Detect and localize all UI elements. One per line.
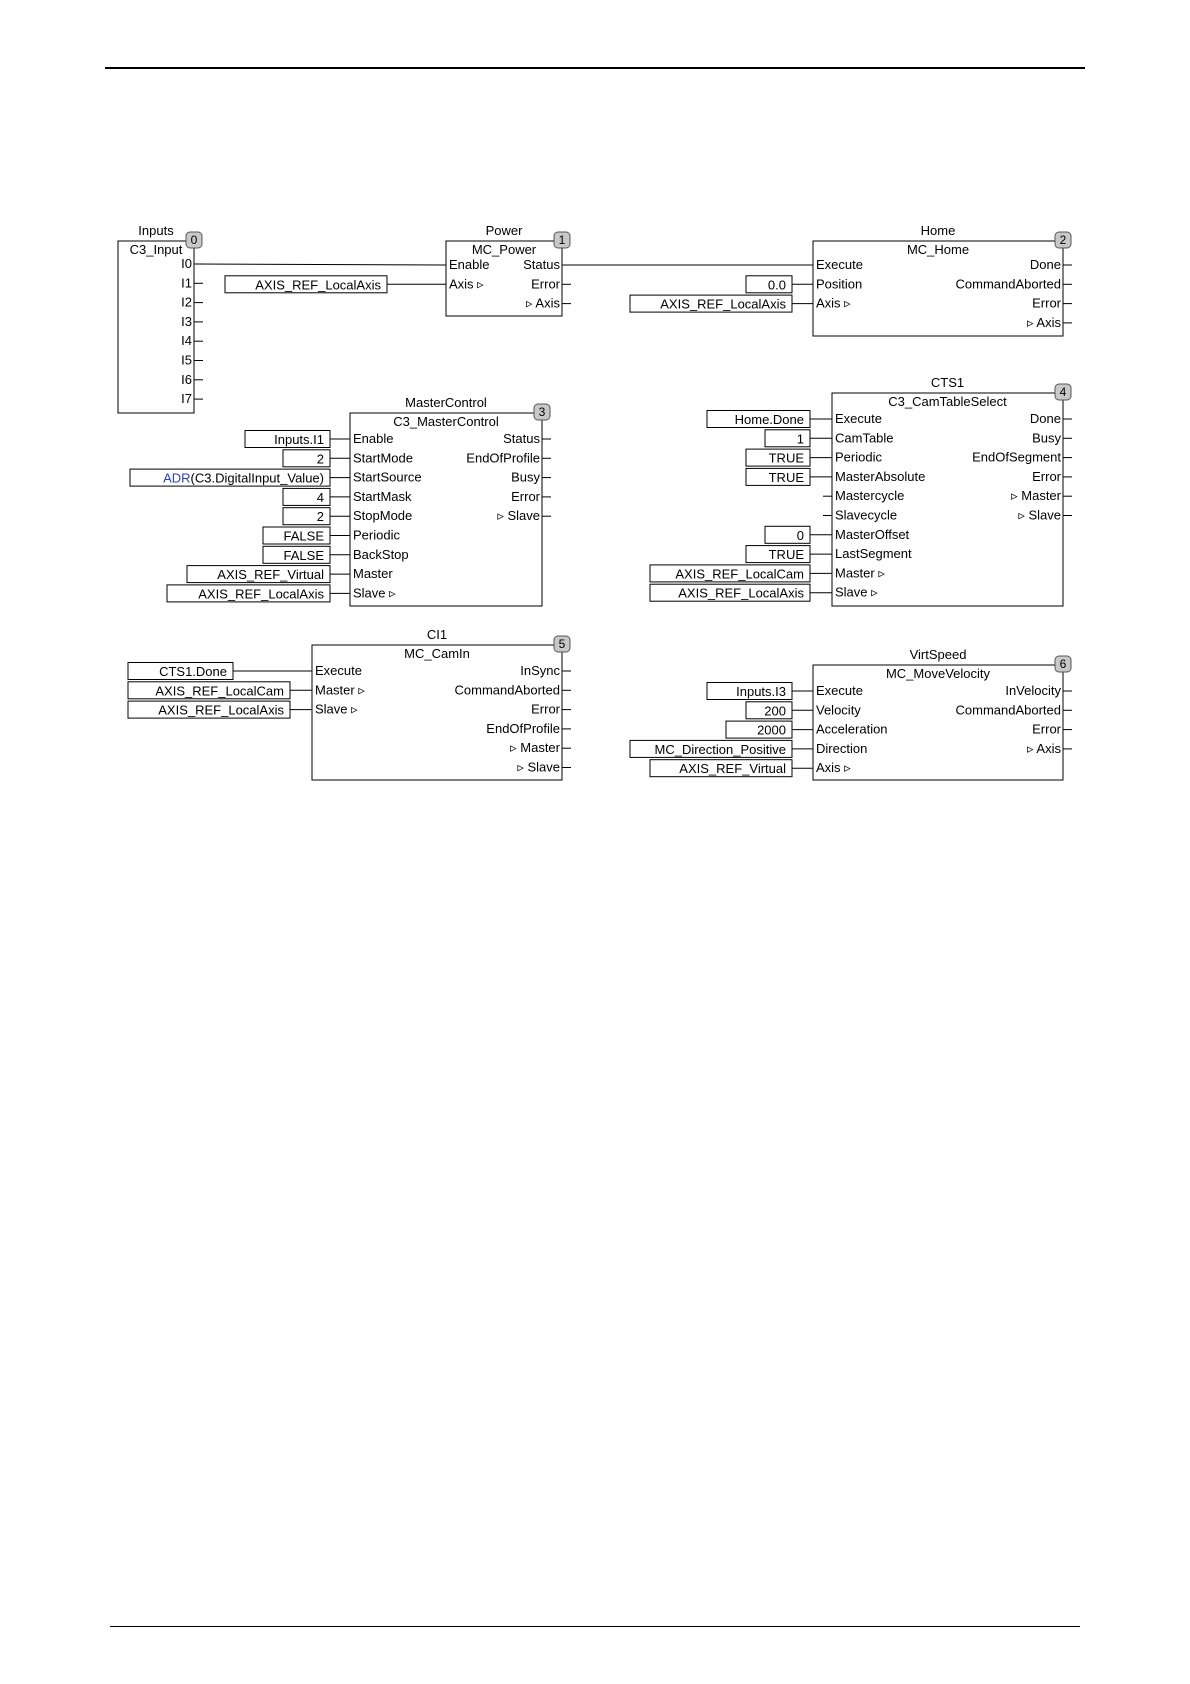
constant-value-true: TRUE bbox=[768, 450, 804, 466]
constant-value-true: TRUE bbox=[768, 469, 804, 485]
block-mastercontrol-input-master: Master bbox=[353, 566, 393, 582]
block-power-number: 1 bbox=[558, 233, 566, 247]
block-ci1-output-endofprofile: EndOfProfile bbox=[486, 720, 560, 736]
footer-rule bbox=[110, 1626, 1080, 1627]
block-cts1-output-error: Error bbox=[1032, 468, 1061, 484]
block-inputs-instance-name: Inputs bbox=[138, 223, 174, 238]
constant-value-axis-ref-localcam: AXIS_REF_LocalCam bbox=[675, 566, 804, 582]
connection-wire bbox=[194, 264, 446, 265]
block-home-instance-name: Home bbox=[920, 223, 956, 238]
constant-value-4: 4 bbox=[316, 489, 324, 505]
constant-value-axis-ref-localaxis: AXIS_REF_LocalAxis bbox=[158, 702, 284, 718]
block-cts1-input-masteroffset: MasterOffset bbox=[835, 526, 910, 542]
block-home-output-error: Error bbox=[1032, 295, 1061, 311]
constant-value-axis-ref-localcam: AXIS_REF_LocalCam bbox=[155, 683, 284, 699]
block-mastercontrol-input-startmode: StartMode bbox=[353, 450, 413, 466]
block-mastercontrol-output-status: Status bbox=[503, 431, 540, 446]
block-home-output-axis: ▹ Axis bbox=[1027, 314, 1061, 330]
block-home-number: 2 bbox=[1059, 233, 1067, 247]
block-cts1-input-lastsegment: LastSegment bbox=[835, 546, 912, 562]
block-cts1-input-master: Master ▹ bbox=[835, 565, 885, 581]
block-ci1-output-slave: ▹ Slave bbox=[517, 759, 560, 775]
block-mastercontrol-output-busy: Busy bbox=[511, 469, 540, 485]
constant-value-false: FALSE bbox=[283, 528, 324, 544]
block-ci1-output-error: Error bbox=[531, 701, 560, 717]
block-mastercontrol-number: 3 bbox=[538, 405, 546, 419]
block-power-type-name: MC_Power bbox=[471, 242, 537, 257]
block-cts1-output-endofsegment: EndOfSegment bbox=[972, 449, 1061, 465]
block-ci1-input-execute: Execute bbox=[315, 663, 362, 678]
constant-value-adr: ADR(C3.DigitalInput_Value) bbox=[163, 470, 324, 486]
constant-value-inputs-i1: Inputs.I1 bbox=[274, 432, 324, 447]
block-cts1-output-slave: ▹ Slave bbox=[1018, 507, 1061, 523]
constant-value-axis-ref-localaxis: AXIS_REF_LocalAxis bbox=[255, 277, 381, 293]
block-inputs-output-i6: I6 bbox=[181, 371, 192, 387]
constant-value-2000: 2000 bbox=[757, 722, 786, 738]
constant-value-cts1-done: CTS1.Done bbox=[159, 664, 227, 679]
block-power-input-enable: Enable bbox=[449, 257, 490, 272]
block-mastercontrol-input-startmask: StartMask bbox=[353, 488, 412, 504]
block-inputs-output-i4: I4 bbox=[181, 333, 192, 349]
block-cts1-input-mastercycle: Mastercycle bbox=[835, 488, 905, 504]
constant-value-axis-ref-virtual: AXIS_REF_Virtual bbox=[679, 761, 786, 777]
block-mastercontrol-type-name: C3_MasterControl bbox=[393, 414, 499, 429]
block-inputs-output-i3: I3 bbox=[181, 313, 192, 329]
block-home-input-position: Position bbox=[816, 276, 863, 292]
block-home-type-name: MC_Home bbox=[906, 242, 970, 257]
block-ci1-instance-name: CI1 bbox=[426, 627, 448, 642]
block-power-instance-name: Power bbox=[485, 223, 523, 238]
constant-value-0: 0 bbox=[796, 527, 804, 543]
constant-value-2: 2 bbox=[316, 509, 324, 525]
block-mastercontrol-instance-name: MasterControl bbox=[405, 395, 487, 410]
block-mastercontrol-input-backstop: BackStop bbox=[353, 546, 409, 562]
block-virtspeed-output-commandaborted: CommandAborted bbox=[955, 702, 1061, 718]
block-mastercontrol-output-error: Error bbox=[511, 488, 540, 504]
block-cts1-input-masterabsolute: MasterAbsolute bbox=[835, 468, 926, 484]
constant-value-false: FALSE bbox=[283, 547, 324, 563]
block-cts1-number: 4 bbox=[1059, 385, 1067, 399]
block-cts1-input-slave: Slave ▹ bbox=[835, 584, 878, 600]
block-inputs-number: 0 bbox=[190, 233, 198, 247]
block-ci1-input-slave: Slave ▹ bbox=[315, 701, 358, 717]
block-cts1-input-camtable: CamTable bbox=[835, 430, 894, 446]
block-virtspeed-output-axis: ▹ Axis bbox=[1027, 740, 1061, 756]
block-mastercontrol-output-slave: ▹ Slave bbox=[497, 508, 540, 524]
constant-value-inputs-i3: Inputs.I3 bbox=[736, 684, 786, 699]
block-inputs-output-i5: I5 bbox=[181, 352, 192, 368]
constant-value-axis-ref-localaxis: AXIS_REF_LocalAxis bbox=[660, 296, 786, 312]
block-cts1-output-busy: Busy bbox=[1032, 430, 1061, 446]
block-cts1-type-name: C3_CamTableSelect bbox=[888, 394, 1007, 409]
constant-value-axis-ref-localaxis: AXIS_REF_LocalAxis bbox=[198, 586, 324, 602]
constant-value-2: 2 bbox=[316, 451, 324, 467]
constant-value-200: 200 bbox=[764, 703, 786, 719]
constant-value-mc-direction-positive: MC_Direction_Positive bbox=[654, 741, 786, 757]
constant-value-0-0: 0.0 bbox=[767, 277, 786, 293]
block-mastercontrol-input-stopmode: StopMode bbox=[353, 508, 413, 524]
block-mastercontrol-input-periodic: Periodic bbox=[353, 527, 400, 543]
block-virtspeed-input-execute: Execute bbox=[816, 683, 863, 698]
block-ci1-input-master: Master ▹ bbox=[315, 682, 365, 698]
block-ci1-output-master: ▹ Master bbox=[510, 740, 560, 756]
block-inputs-output-i0: I0 bbox=[181, 256, 192, 271]
block-inputs-output-i7: I7 bbox=[181, 391, 192, 407]
constant-value-true: TRUE bbox=[768, 547, 804, 563]
block-ci1-type-name: MC_CamIn bbox=[404, 646, 470, 661]
block-virtspeed-input-direction: Direction bbox=[816, 740, 868, 756]
block-inputs-output-i1: I1 bbox=[181, 275, 192, 291]
block-cts1-output-done: Done bbox=[1029, 411, 1061, 426]
block-power-output-error: Error bbox=[531, 276, 560, 292]
constant-value-axis-ref-virtual: AXIS_REF_Virtual bbox=[217, 567, 324, 583]
constant-value-home-done: Home.Done bbox=[734, 412, 804, 427]
block-cts1-output-master: ▹ Master bbox=[1011, 488, 1061, 504]
block-mastercontrol-input-slave: Slave ▹ bbox=[353, 585, 396, 601]
block-power-input-axis: Axis ▹ bbox=[449, 276, 484, 292]
block-virtspeed-input-velocity: Velocity bbox=[816, 702, 861, 718]
block-cts1-input-execute: Execute bbox=[835, 411, 882, 426]
block-cts1-input-periodic: Periodic bbox=[835, 449, 882, 465]
block-mastercontrol-input-startsource: StartSource bbox=[353, 469, 422, 485]
block-home-output-commandaborted: CommandAborted bbox=[955, 276, 1061, 292]
constant-value-axis-ref-localaxis: AXIS_REF_LocalAxis bbox=[678, 585, 804, 601]
block-virtspeed-number: 6 bbox=[1059, 657, 1067, 671]
block-cts1-instance-name: CTS1 bbox=[930, 375, 965, 390]
block-power-output-status: Status bbox=[523, 257, 560, 272]
block-home-input-axis: Axis ▹ bbox=[816, 295, 851, 311]
block-mastercontrol-output-endofprofile: EndOfProfile bbox=[466, 450, 540, 466]
constant-value-1: 1 bbox=[796, 431, 804, 447]
block-virtspeed-output-error: Error bbox=[1032, 721, 1061, 737]
block-cts1-input-slavecycle: Slavecycle bbox=[835, 507, 898, 523]
block-home-input-execute: Execute bbox=[816, 257, 863, 272]
block-mastercontrol-input-enable: Enable bbox=[353, 431, 394, 446]
block-virtspeed-type-name: MC_MoveVelocity bbox=[885, 666, 991, 681]
block-power-output-axis: ▹ Axis bbox=[526, 295, 560, 311]
block-ci1-number: 5 bbox=[558, 637, 566, 651]
block-inputs-type-name: C3_Input bbox=[129, 242, 183, 257]
block-inputs-output-i2: I2 bbox=[181, 294, 192, 310]
block-ci1-output-commandaborted: CommandAborted bbox=[454, 682, 560, 698]
block-virtspeed-output-invelocity: InVelocity bbox=[1005, 683, 1061, 698]
block-virtspeed-instance-name: VirtSpeed bbox=[909, 647, 967, 662]
block-home-output-done: Done bbox=[1029, 257, 1061, 272]
block-virtspeed-input-axis: Axis ▹ bbox=[816, 760, 851, 776]
block-ci1-output-insync: InSync bbox=[520, 663, 560, 678]
block-virtspeed-input-acceleration: Acceleration bbox=[816, 721, 888, 737]
